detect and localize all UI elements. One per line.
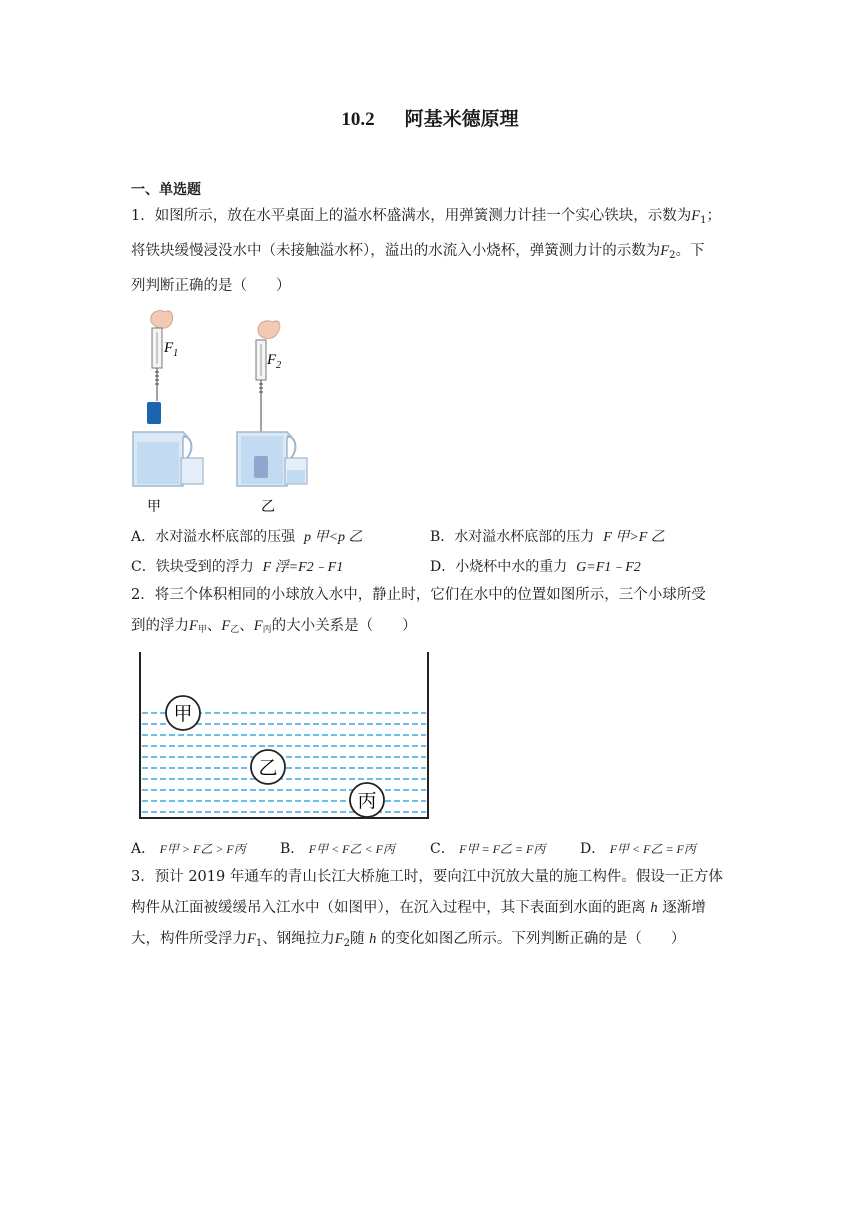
- question-3-text: 3．预计 2019 年通车的青山长江大桥施工时，要向江中沉放大量的施工构件。假设一正方体 构件从江面被缓缓吊入江水中（如图甲），在沉入过程中，其下表面到水面的距离 h 逐渐增 大，构件所受浮力$F_1$、钢绳拉力$F_2$随 h 的变化如图乙所示。下列判断正确的是（ ）: [131, 869, 723, 949]
- q2-option-d[interactable]: D． F甲 < F乙 = F丙: [580, 841, 696, 857]
- title-number: 10.2: [341, 109, 375, 130]
- q1-figure: [125, 306, 325, 521]
- q2-figure: [130, 650, 435, 825]
- q1-option-c[interactable]: C．铁块受到的浮力 F 浮=F2﹣F1: [131, 559, 344, 575]
- svg-text:丙: 丙: [357, 790, 377, 812]
- svg-text:乙: 乙: [258, 757, 278, 779]
- label-f1: $F_1$: [164, 340, 179, 359]
- hand-right-icon: [258, 321, 280, 339]
- svg-text:甲: 甲: [173, 703, 193, 725]
- q1-option-b[interactable]: B．水对溢水杯底部的压力 F 甲>F 乙: [430, 529, 665, 545]
- q1-option-d[interactable]: D．小烧杯中水的重力 G=F1﹣F2: [430, 559, 641, 575]
- section-heading: 一、单选题: [131, 182, 201, 198]
- caption-jia: 甲: [147, 499, 161, 515]
- iron-block-right: [254, 456, 268, 478]
- hand-left-icon: [151, 310, 173, 328]
- question-1-text: 1．如图所示，放在水平桌面上的溢水杯盛满水，用弹簧测力计挂一个实心铁块，示数为$F_1$； 将铁块缓慢浸没水中（未接触溢水杯），溢出的水流入小烧杯，弹簧测力计的示数为$F_2$。下 列判断正确的是（ ）: [131, 208, 721, 294]
- iron-block-left: [147, 402, 161, 424]
- caption-yi: 乙: [261, 499, 275, 515]
- question-2-text: 2．将三个体积相同的小球放入水中，静止时，它们在水中的位置如图所示，三个小球所受 到的浮力$F_甲$、$F_乙$、$F_丙$的大小关系是（ ）: [131, 587, 706, 635]
- q2-option-a[interactable]: A． F甲 > F乙 > F丙: [131, 841, 246, 857]
- label-f2: $F_2$: [267, 352, 282, 371]
- q2-option-c[interactable]: C． F甲 = F乙 = F丙: [430, 841, 546, 857]
- q2-option-b[interactable]: B． F甲 < F乙 < F丙: [280, 841, 395, 857]
- page-title: [0, 104, 860, 131]
- q1-option-a[interactable]: A．水对溢水杯底部的压强 p 甲<p 乙: [131, 529, 363, 545]
- title-text: 阿基米德原理: [404, 108, 519, 130]
